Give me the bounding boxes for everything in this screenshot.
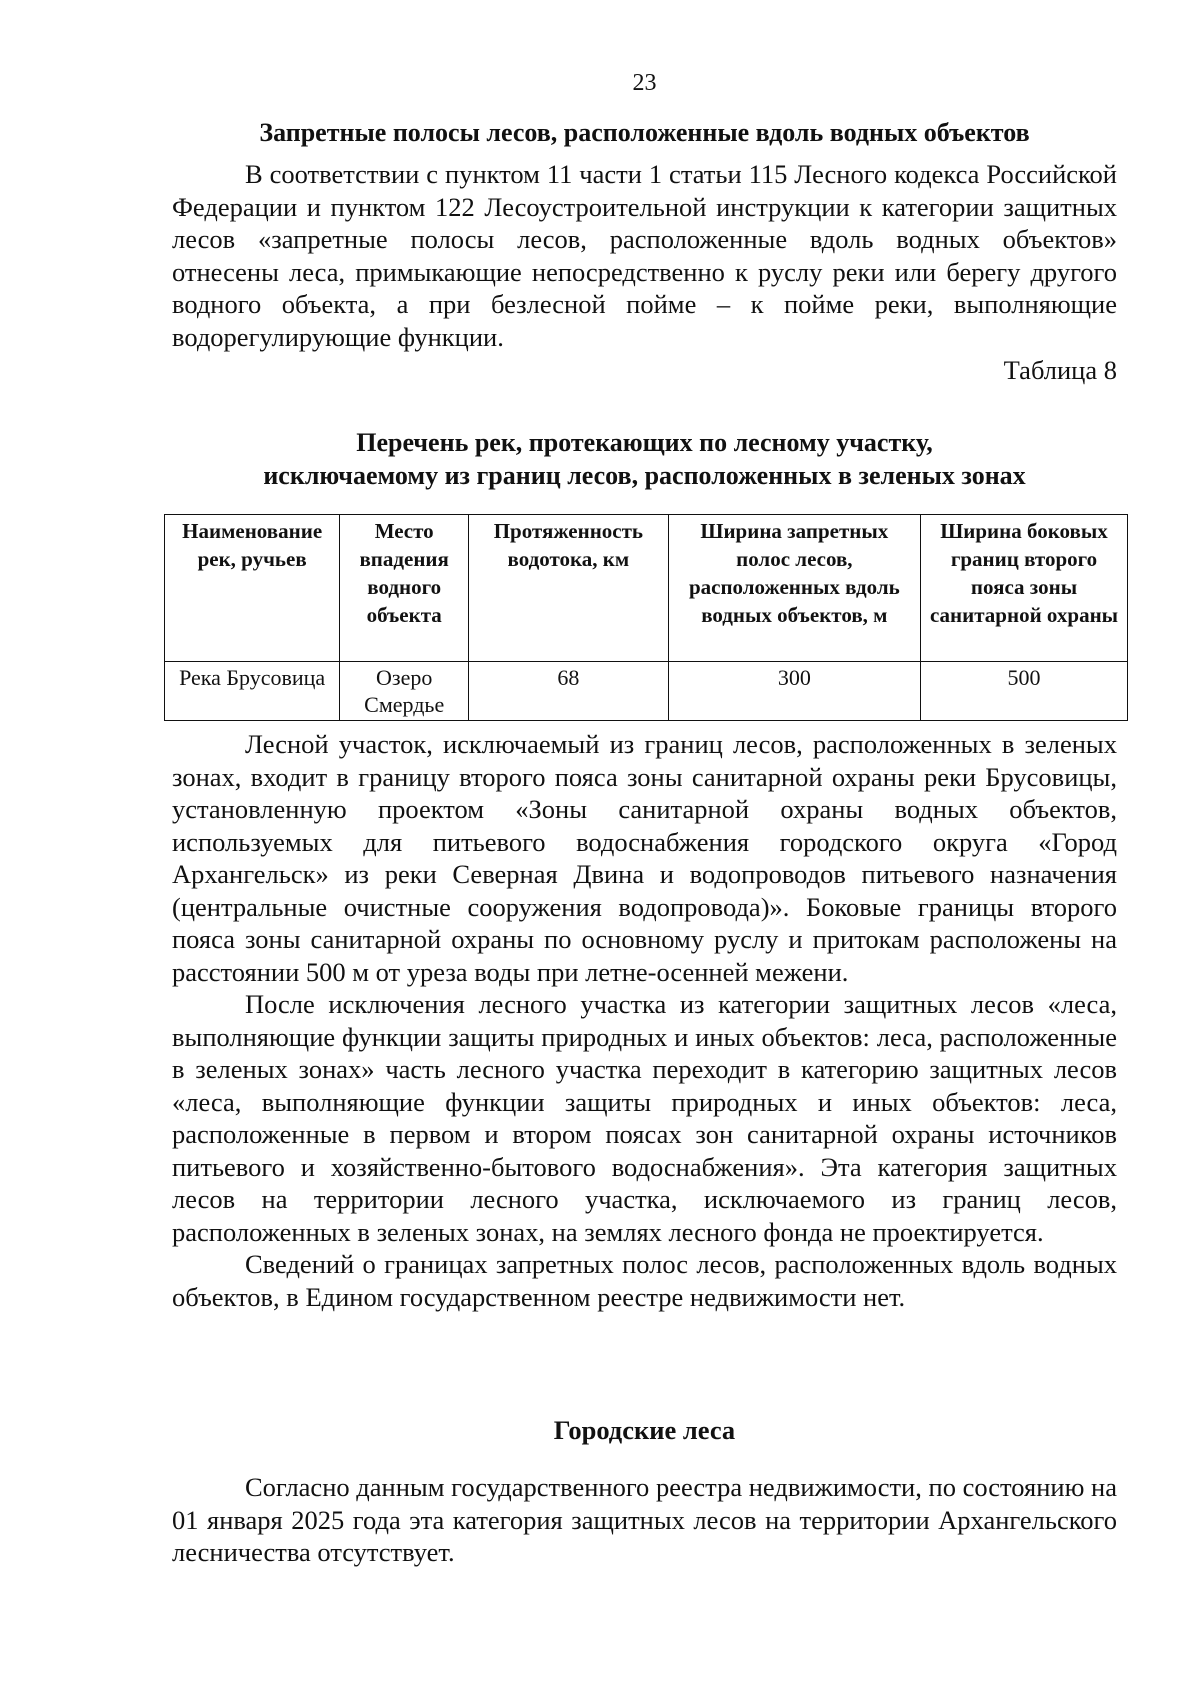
paragraph-registry: Сведений о границах запретных полос лесов, расположенных вдоль водных объектов, в Едином государственном реестре недвижимости нет. bbox=[172, 1249, 1117, 1312]
section-heading-forbidden-strips: Запретные полосы лесов, расположенные вдоль водных объектов bbox=[259, 118, 1030, 147]
header-strip-width: Ширина запретных полос лесов, расположенных вдоль водных объектов, м bbox=[668, 515, 920, 662]
cell-border-width: 500 bbox=[921, 662, 1128, 721]
table-title-line-2: исключаемому из границ лесов, расположенных в зеленых зонах bbox=[263, 461, 1026, 490]
header-border-width: Ширина боковых границ второго пояса зоны санитарной охраны bbox=[921, 515, 1128, 662]
paragraph-category-change: После исключения лесного участка из категории защитных лесов «леса, выполняющие функции защиты природных и иных объектов: леса, расположенные в зеленых зонах» часть лесного участка переходит в категорию защитных лесов «леса, выполняющие функции защиты природных и иных объектов: леса, расположенные в первом и втором поясах зон санитарной охраны источников питьевого и хозяйственно-бытового водоснабжения». Эта категория защитных лесов на территории лесного участка, исключаемого из границ лесов, расположенных в зеленых зонах, на землях лесного фонда не проектируется. bbox=[172, 989, 1117, 1247]
table-header-row bbox=[165, 515, 1128, 662]
paragraph-city-forests: Согласно данным государственного реестра недвижимости, по состоянию на 01 января 2025 года эта категория защитных лесов на территории Архангельского лесничества отсутствует. bbox=[172, 1472, 1117, 1567]
paragraph-sanitary-zone: Лесной участок, исключаемый из границ лесов, расположенных в зеленых зонах, входит в границу второго пояса зоны санитарной охраны реки Брусовицы, установленную проектом «Зоны санитарной охраны водных объектов, используемых для питьевого водоснабжения городского округа «Город Архангельск» из реки Северная Двина и водопроводов питьевого назначения (центральные очистные сооружения водопровода)». Боковые границы второго пояса зоны санитарной охраны по основному руслу и притокам расположены на расстоянии 500 м от уреза воды при летне-осенней межени. bbox=[172, 729, 1117, 987]
cell-length: 68 bbox=[469, 662, 669, 721]
table-row bbox=[165, 662, 1128, 721]
body-text-block bbox=[172, 728, 1117, 1313]
header-inflow-place: Место впадения водного объекта bbox=[340, 515, 469, 662]
paragraph-forbidden-strips: В соответствии с пунктом 11 части 1 статьи 115 Лесного кодекса Российской Федерации и пунктом 122 Лесоустроительной инструкции к категории защитных лесов «запретные полосы лесов, расположенные вдоль водных объектов» отнесены леса, примыкающие непосредственно к руслу реки или берегу другого водного объекта, а при безлесной пойме – к пойме реки, выполняющие водорегулирующие функции. bbox=[172, 159, 1117, 352]
header-length: Протяженность водотока, км bbox=[469, 515, 669, 662]
table-title-line-1: Перечень рек, протекающих по лесному участку, bbox=[356, 428, 933, 457]
page-number: 23 bbox=[632, 70, 657, 96]
header-river-name: Наименование рек, ручьев bbox=[165, 515, 340, 662]
cell-inflow-place: Озеро Смердье bbox=[340, 662, 469, 721]
table-title bbox=[172, 426, 1117, 492]
section-heading-city-forests: Городские леса bbox=[553, 1415, 736, 1445]
cell-river-name: Река Брусовица bbox=[165, 662, 340, 721]
cell-strip-width: 300 bbox=[668, 662, 920, 721]
rivers-table bbox=[164, 514, 1128, 721]
table-caption: Таблица 8 bbox=[1003, 355, 1117, 385]
